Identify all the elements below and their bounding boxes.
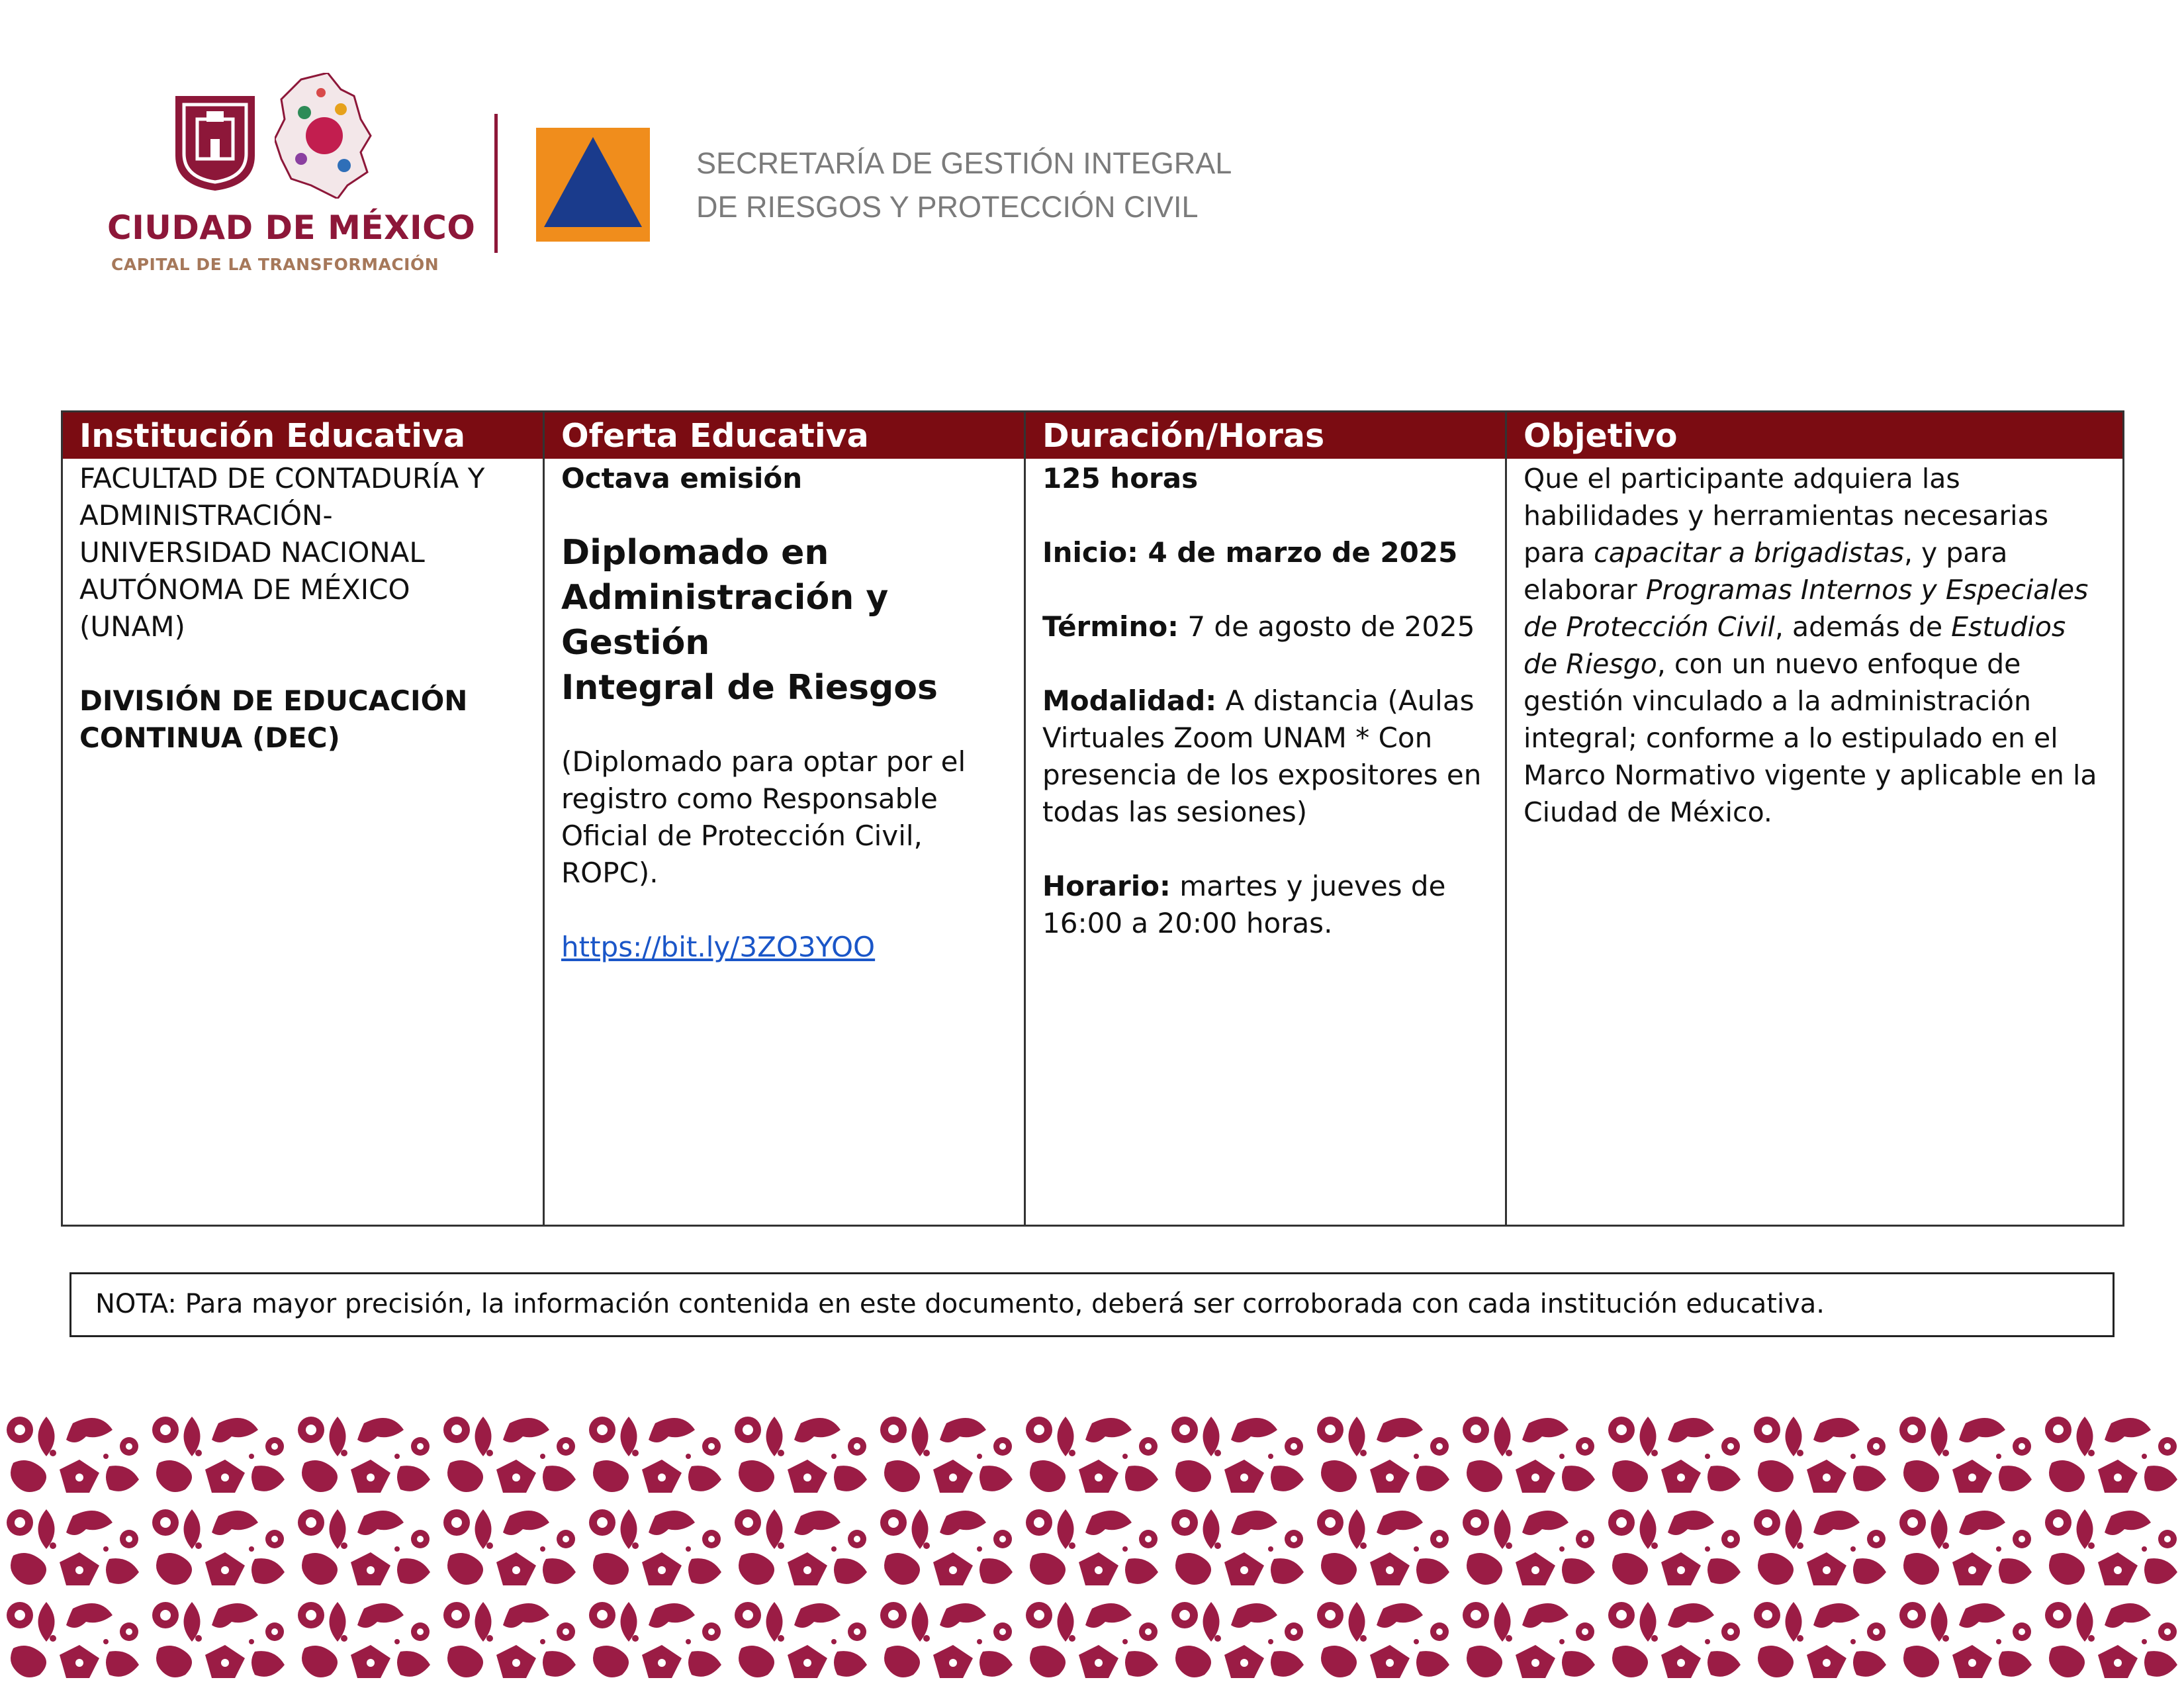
column-header-objetivo: Objetivo [1524, 417, 1678, 455]
objetivo-italic: de Protección Civil [1524, 611, 1775, 643]
proteccion-civil-logo [536, 128, 650, 242]
cdmx-shield-icon [172, 93, 258, 192]
column-divider [1024, 412, 1026, 1225]
column-header-oferta: Oferta Educativa [561, 417, 869, 455]
modalidad-label: Modalidad: [1042, 684, 1217, 717]
cdmx-map-icon [275, 73, 374, 199]
objetivo-italic: de Riesgo [1524, 648, 1657, 680]
objetivo-text: elaborar [1524, 574, 1646, 606]
cell-duracion [1042, 460, 1499, 942]
objetivo-text: , además de [1774, 611, 1952, 643]
objetivo-italic: capacitar a brigadistas [1594, 537, 1904, 569]
horario-row [1042, 868, 1499, 905]
column-divider [1505, 412, 1507, 1225]
inicio-value: 4 de marzo de 2025 [1148, 536, 1458, 569]
modalidad-value: A distancia (Aulas [1225, 684, 1475, 717]
institucion-line: UNIVERSIDAD NACIONAL [79, 536, 425, 569]
objetivo-line: Marco Normativo vigente y aplicable en la [1524, 759, 2097, 791]
modalidad-line: Virtuales Zoom UNAM * Con [1042, 722, 1433, 754]
secretaria-line-2: DE RIESGOS Y PROTECCIÓN CIVIL [696, 190, 1199, 224]
city-name: CIUDAD DE MÉXICO [107, 209, 476, 247]
diplomado-title-line: Diplomado en [561, 533, 829, 573]
objetivo-line [1524, 534, 2119, 571]
institucion-line: (UNAM) [79, 610, 185, 643]
cdmx-logo [106, 73, 476, 285]
proteccion-civil-triangle-icon [536, 128, 650, 242]
objetivo-line: habilidades y herramientas necesarias [1524, 500, 2049, 532]
objetivo-text: , con un nuevo enfoque de [1657, 648, 2021, 680]
diplomado-title-line: Administración y Gestión [561, 578, 889, 663]
oferta-desc-line: ROPC). [561, 857, 659, 889]
horas-value: 125 horas [1042, 462, 1199, 494]
objetivo-text: , y para [1903, 537, 2008, 569]
termino-row [1042, 608, 1499, 645]
objetivo-line: Ciudad de México. [1524, 796, 1772, 828]
horario-label: Horario: [1042, 870, 1171, 902]
page-header [0, 0, 2184, 291]
column-header-institucion: Institución Educativa [79, 417, 466, 455]
objetivo-text: para [1524, 537, 1594, 569]
note-text: NOTA: Para mayor precisión, la información contenida en este documento, deberá ser corroborada con cada institución educativa. [95, 1289, 1825, 1319]
objetivo-line [1524, 645, 2119, 682]
termino-value: 7 de agosto de 2025 [1187, 610, 1475, 643]
division-line: DIVISIÓN DE EDUCACIÓN [79, 684, 468, 717]
objetivo-italic: Programas Internos y Especiales [1645, 574, 2089, 606]
secretaria-line-1: SECRETARÍA DE GESTIÓN INTEGRAL [696, 146, 1232, 180]
secretaria-name [696, 142, 1232, 229]
diplomado-title-line: Integral de Riesgos [561, 668, 938, 708]
oferta-desc-line: registro como Responsable [561, 782, 938, 815]
modalidad-line: presencia de los expositores en [1042, 759, 1482, 791]
cell-institucion [79, 460, 536, 757]
city-tagline: CAPITAL DE LA TRANSFORMACIÓN [111, 255, 439, 274]
cell-oferta [561, 460, 1018, 966]
horario-line: 16:00 a 20:00 horas. [1042, 907, 1333, 939]
objetivo-italic: Estudios [1951, 611, 2066, 643]
header-divider [494, 114, 498, 253]
oferta-desc-line: Oficial de Protección Civil, [561, 820, 923, 852]
objetivo-line [1524, 571, 2119, 608]
objetivo-line: Que el participante adquiera las [1524, 463, 1960, 494]
column-divider [543, 412, 545, 1225]
course-table [61, 410, 2124, 1227]
horario-value: martes y jueves de [1179, 870, 1446, 902]
objetivo-line: integral; conforme a lo estipulado en el [1524, 722, 2058, 754]
emision-label: Octava emisión [561, 462, 803, 494]
diplomado-title [561, 530, 1018, 710]
oferta-desc-line: (Diplomado para optar por el [561, 745, 966, 778]
table-header-row [63, 412, 2122, 459]
termino-label: Término: [1042, 610, 1179, 643]
column-header-duracion: Duración/Horas [1042, 417, 1325, 455]
cell-objetivo [1524, 460, 2119, 831]
inicio-row [1042, 534, 1499, 571]
inicio-label: Inicio: [1042, 536, 1138, 569]
objetivo-line [1524, 608, 2119, 645]
note-box [69, 1272, 2115, 1337]
modalidad-row [1042, 682, 1499, 720]
decorative-pattern-band [0, 1410, 2184, 1688]
institucion-line: FACULTAD DE CONTADURÍA Y [79, 462, 485, 494]
division-line: CONTINUA (DEC) [79, 722, 340, 754]
modalidad-line: todas las sesiones) [1042, 796, 1308, 828]
institucion-line: AUTÓNOMA DE MÉXICO [79, 573, 410, 606]
objetivo-line: gestión vinculado a la administración [1524, 685, 2031, 717]
diplomado-link[interactable]: https://bit.ly/3ZO3YOO [561, 931, 876, 963]
institucion-line: ADMINISTRACIÓN- [79, 499, 333, 532]
